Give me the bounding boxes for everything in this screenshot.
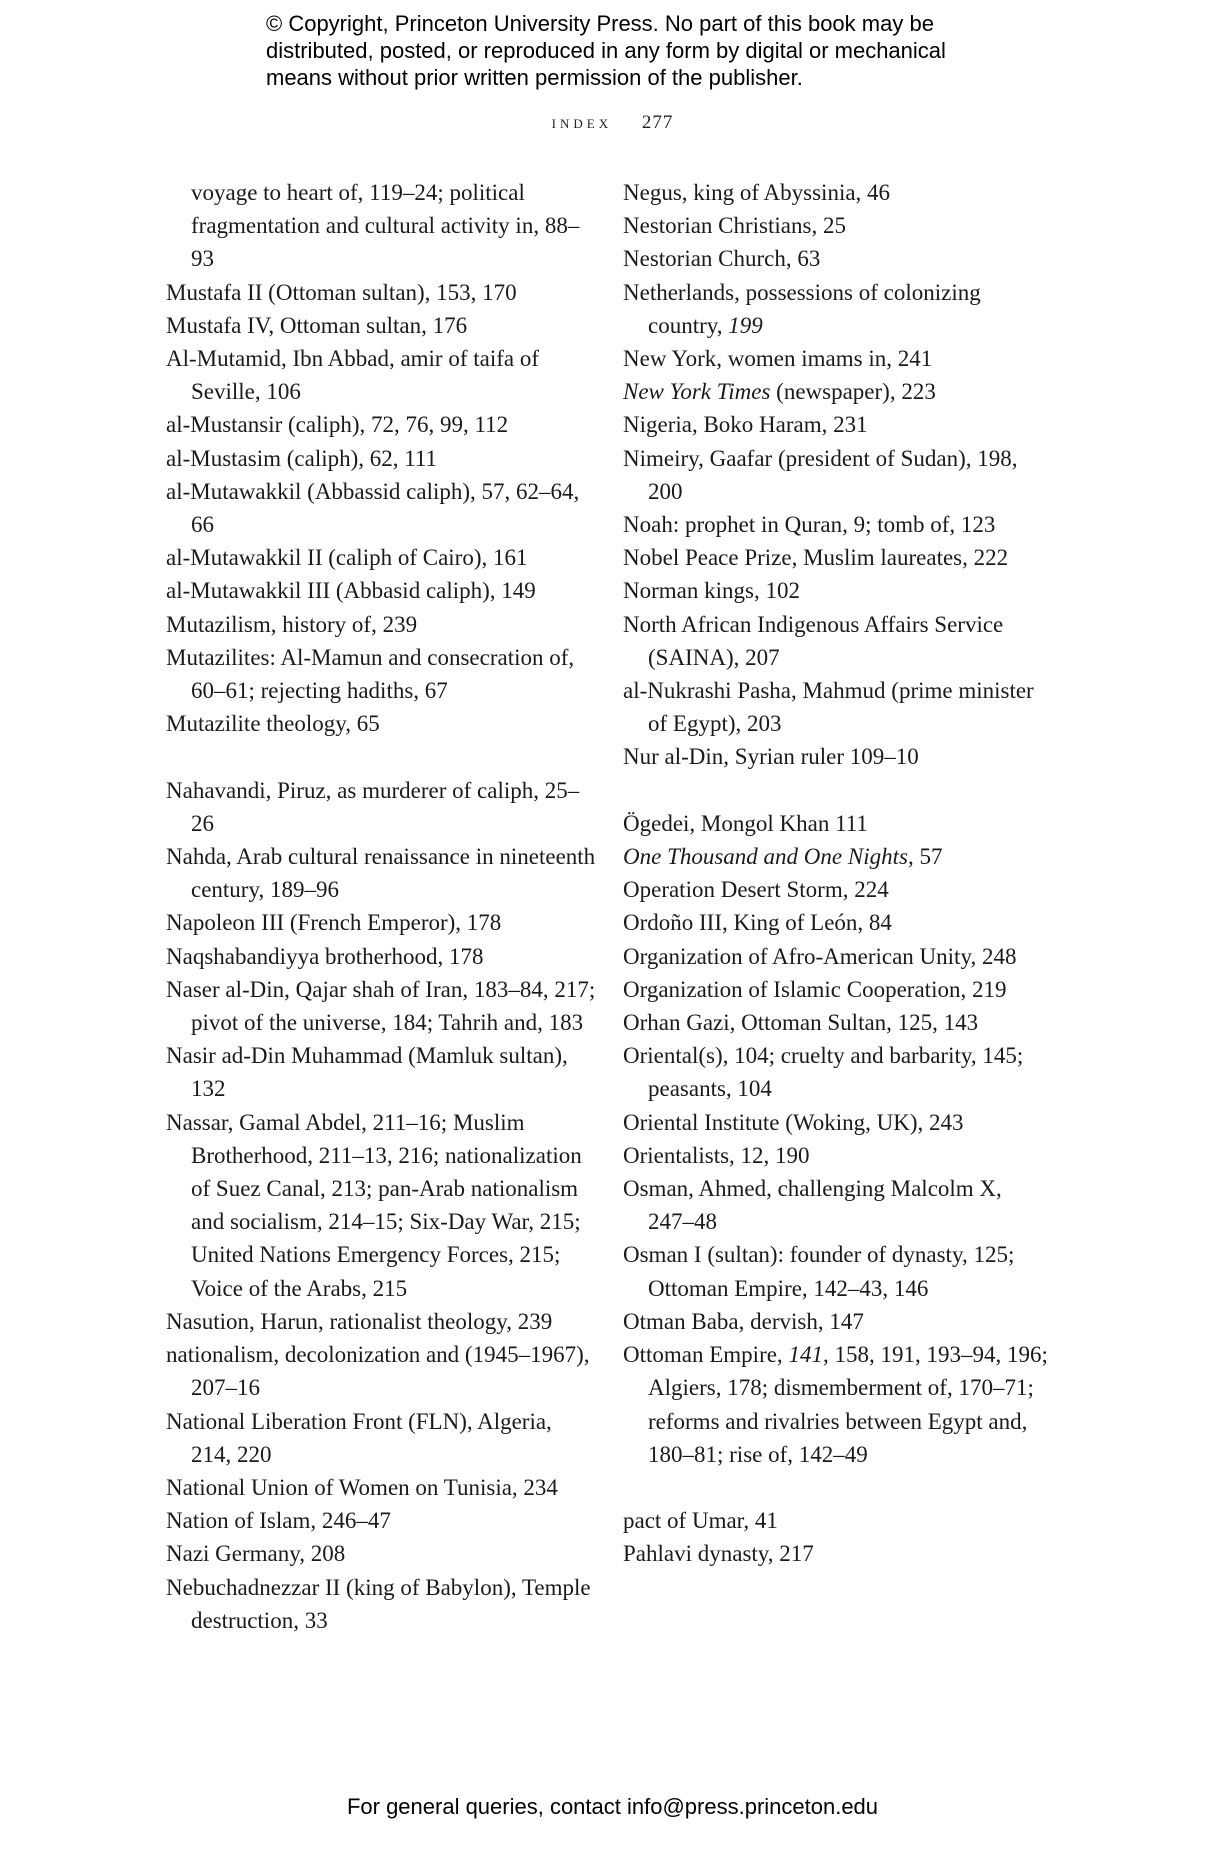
copyright-notice xyxy=(266,10,1026,91)
index-entry xyxy=(623,276,1053,342)
index-entry: North African Indigenous Affairs Service (SAINA), 207 xyxy=(623,611,1004,670)
index-entry: Al-Mutamid, Ibn Abbad, amir of taifa of Seville, 106 xyxy=(166,346,540,405)
index-entry xyxy=(623,840,1053,873)
entry-text: Netherlands, possessions of colonizing country, xyxy=(623,279,981,338)
index-entry: Nation of Islam, 246–47 xyxy=(166,1508,391,1534)
index-entry: Napoleon III (French Emperor), 178 xyxy=(166,910,502,936)
index-entry: Nebuchadnezzar II (king of Babylon), Temple destruction, 33 xyxy=(166,1574,591,1633)
index-entry: Nimeiry, Gaafar (president of Sudan), 198, 200 xyxy=(623,445,1018,504)
index-entry: Naser al-Din, Qajar shah of Iran, 183–84, 217; pivot of the universe, 184; Tahrih and, 183 xyxy=(166,976,596,1036)
index-entry: Negus, king of Abyssinia, 46 xyxy=(623,180,891,205)
entry-text: Ottoman Empire, xyxy=(623,1342,783,1368)
letter-group-gap xyxy=(166,740,596,773)
index-entry: al-Mustansir (caliph), 72, 76, 99, 112 xyxy=(166,412,509,438)
index-entry: Norman kings, 102 xyxy=(623,578,800,604)
entry-page-italic: 141 xyxy=(788,1342,823,1368)
index-entry: Oriental Institute (Woking, UK), 243 xyxy=(623,1109,964,1135)
index-entry: al-Mustasim (caliph), 62, 111 xyxy=(166,445,438,471)
index-entry: Nigeria, Boko Haram, 231 xyxy=(623,412,868,438)
index-entry: Ögedei, Mongol Khan 111 xyxy=(623,810,868,836)
index-entry: Naqshabandiyya brotherhood, 178 xyxy=(166,943,484,969)
index-entry: Nasution, Harun, rationalist theology, 239 xyxy=(166,1308,553,1334)
running-head xyxy=(0,112,1225,134)
index-entry: Mutazilism, history of, 239 xyxy=(166,611,418,637)
index-entry: Ordoño III, King of León, 84 xyxy=(623,910,892,936)
index-entry: Oriental(s), 104; cruelty and barbarity, 145; peasants, 104 xyxy=(623,1043,1024,1102)
index-entry: nationalism, decolonization and (1945–1967), 207–16 xyxy=(166,1342,590,1401)
index-entry: Operation Desert Storm, 224 xyxy=(623,877,889,903)
entry-text: , 158, 191, 193–94, 196; Algiers, 178; dismemberment of, 170–71; reforms and rivalries between Egypt and, 180–81; rise of, 142–49 xyxy=(648,1342,1048,1467)
copyright-line: © Copyright, Princeton University Press. No part of this book may be xyxy=(266,11,934,36)
index-entry: Mustafa IV, Ottoman sultan, 176 xyxy=(166,312,468,338)
index-entry: al-Nukrashi Pasha, Mahmud (prime minister of Egypt), 203 xyxy=(623,678,1034,737)
index-entry: Orientalists, 12, 190 xyxy=(623,1142,810,1168)
running-head-title: index xyxy=(551,112,613,133)
index-entry: Osman, Ahmed, challenging Malcolm X, 247–48 xyxy=(623,1176,1002,1235)
copyright-line: distributed, posted, or reproduced in any form by digital or mechanical xyxy=(266,38,946,63)
entry-text: , 57 xyxy=(907,844,943,870)
footer-contact: For general queries, contact info@press.princeton.edu xyxy=(346,1794,879,1819)
index-entry: Otman Baba, dervish, 147 xyxy=(623,1308,864,1334)
index-column-right xyxy=(623,176,1053,1571)
page-number: 277 xyxy=(641,112,674,133)
index-entry: Pahlavi dynasty, 217 xyxy=(623,1541,814,1567)
index-entry: Nur al-Din, Syrian ruler 109–10 xyxy=(623,744,919,770)
index-entry: Orhan Gazi, Ottoman Sultan, 125, 143 xyxy=(623,1010,979,1036)
index-column-left xyxy=(166,176,596,1637)
index-entry: Mutazilite theology, 65 xyxy=(166,711,380,737)
index-entry: National Liberation Front (FLN), Algeria, 214, 220 xyxy=(166,1408,552,1467)
entry-title-italic: One Thousand and One Nights xyxy=(623,844,908,870)
index-entry: Noah: prophet in Quran, 9; tomb of, 123 xyxy=(623,512,996,538)
copyright-line: means without prior written permission of the publisher. xyxy=(266,65,803,90)
index-entry: Nazi Germany, 208 xyxy=(166,1541,346,1567)
letter-group-gap xyxy=(623,774,1053,807)
index-entry: Nahda, Arab cultural renaissance in nineteenth century, 189–96 xyxy=(166,844,596,903)
index-entry: Nasir ad-Din Muhammad (Mamluk sultan), 132 xyxy=(166,1043,568,1102)
letter-group-gap xyxy=(623,1471,1053,1504)
index-entry: Nobel Peace Prize, Muslim laureates, 222 xyxy=(623,545,1009,571)
entry-text: (newspaper), 223 xyxy=(776,379,936,405)
index-entry: Mustafa II (Ottoman sultan), 153, 170 xyxy=(166,279,517,305)
entry-page-italic: 199 xyxy=(728,312,763,338)
index-entry: Organization of Afro-American Unity, 248 xyxy=(623,943,1017,969)
index-entry-continuation: voyage to heart of, 119–24; political fragmentation and cultural activity in, 88–93 xyxy=(191,180,580,272)
index-entry: al-Mutawakkil II (caliph of Cairo), 161 xyxy=(166,545,528,571)
index-entry: Organization of Islamic Cooperation, 219 xyxy=(623,976,1007,1002)
index-entry: Osman I (sultan): founder of dynasty, 125; Ottoman Empire, 142–43, 146 xyxy=(623,1242,1015,1301)
index-entry: Nahavandi, Piruz, as murderer of caliph, 25–26 xyxy=(166,777,580,836)
index-entry xyxy=(623,1338,1053,1471)
index-entry: pact of Umar, 41 xyxy=(623,1508,778,1534)
index-entry xyxy=(623,375,1053,408)
index-entry: Nassar, Gamal Abdel, 211–16; Muslim Brotherhood, 211–13, 216; nationalization of Suez Canal, 213; pan-Arab nationalism and socialism, 214–15; Six-Day War, 215; United Nations Emergency Forces, 215; Voice of the Arabs, 215 xyxy=(166,1109,582,1301)
index-entry: New York, women imams in, 241 xyxy=(623,346,933,372)
index-entry: Mutazilites: Al-Mamun and consecration of, 60–61; rejecting hadiths, 67 xyxy=(166,644,575,704)
index-entry: Nestorian Church, 63 xyxy=(623,246,821,272)
entry-title-italic: New York Times xyxy=(623,379,771,405)
index-entry: al-Mutawakkil (Abbassid caliph), 57, 62–64, 66 xyxy=(166,478,580,538)
index-entry: National Union of Women on Tunisia, 234 xyxy=(166,1474,558,1500)
index-entry: Nestorian Christians, 25 xyxy=(623,213,846,239)
index-entry: al-Mutawakkil III (Abbasid caliph), 149 xyxy=(166,578,536,604)
